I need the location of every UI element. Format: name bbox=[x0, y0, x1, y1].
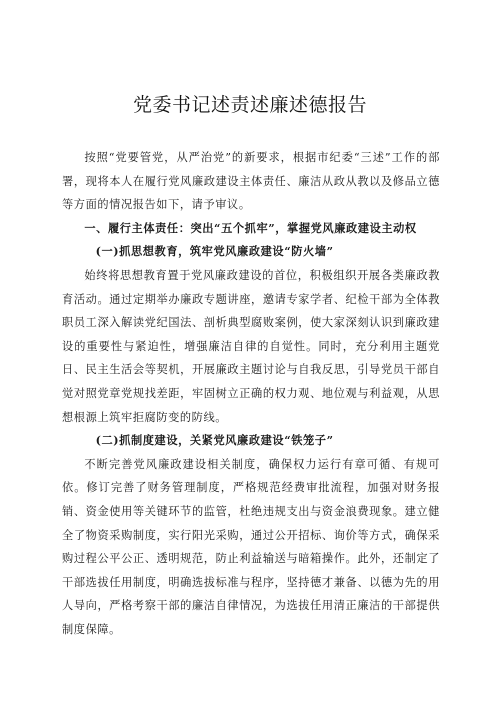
section-heading: 一、履行主体责任：突出“五个抓牢”，掌握党风廉政建设主动权 bbox=[84, 220, 417, 235]
subsection-paragraph-1: 始终将思想教育置于党风廉政建设的首位，积极组织开展各类廉政教育活动。通过定期举办廉政专题讲座，邀请专家学者、纪检干部为全体教职员工深入解读党纪国法、剖析典型腐败案例，使大家深刻认识到廉政建设的重要性与紧迫性，增强廉洁自律的自觉性。同时，充分利用主题党日、民主生活会等契机，开展廉政主题讨论与自我反思，引导党员干部自觉对照党章党规找差距，牢固树立正确的权力观、地位观与利益观，从思想根源上筑牢拒腐防变的防线。 bbox=[62, 268, 440, 424]
subsection-heading-2: (二)抓制度建设，关紧党风廉政建设“铁笼子” bbox=[95, 433, 334, 448]
subsection-heading-1: (一)抓思想教育，筑牢党风廉政建设“防火墙” bbox=[95, 244, 334, 259]
document-title: 党委书记述责述廉述德报告 bbox=[132, 94, 367, 116]
subsection-paragraph-2: 不断完善党风廉政建设相关制度，确保权力运行有章可循、有规可依。修订完善了财务管理制度，严格规范经费审批流程，加强对财务报销、资金使用等关键环节的监管，杜绝违规支出与资金浪费现象。建立健全了物资采购制度，实行阳光采购，通过公开招标、询价等方式，确保采购过程公平公正、透明规范，防止利益输送与暗箱操作。此外，还制定了干部选拔任用制度，明确选拔标准与程序，坚持德才兼备、以德为先的用人导向，严格考察干部的廉洁自律情况，为选拔任用清正廉洁的干部提供制度保障。 bbox=[62, 457, 440, 636]
document-body bbox=[62, 146, 440, 641]
intro-paragraph: 按照“党要管党，从严治党”的新要求，根据市纪委“三述”工作的部署，现将本人在履行党风廉政建设主体责任、廉洁从政从教以及修品立德等方面的情况报告如下，请予审议。 bbox=[62, 151, 440, 212]
